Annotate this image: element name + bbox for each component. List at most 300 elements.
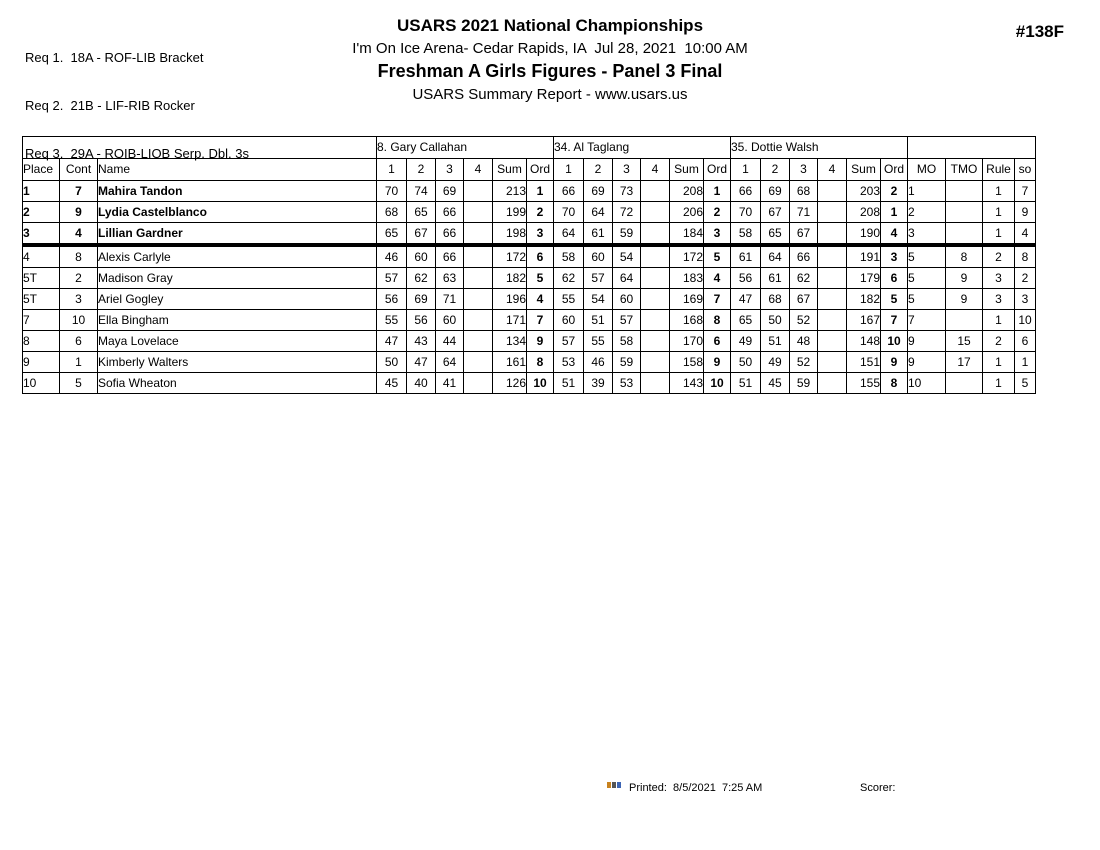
judge1-figure1-score-cell: 50 (377, 352, 407, 373)
judge3-figure3-score-cell: 52 (790, 310, 818, 331)
judge1-figure2-score-cell: 40 (407, 373, 436, 394)
judge2-figure1-score-cell: 57 (554, 331, 584, 352)
col-header-judge3-1: 1 (731, 159, 761, 181)
judge2-figure2-score-cell: 69 (584, 181, 613, 202)
judge2-figure3-score-cell: 57 (613, 310, 641, 331)
judge2-figure2-score-cell: 55 (584, 331, 613, 352)
judge2-figure1-score-cell: 60 (554, 310, 584, 331)
judge1-ordinal-cell: 4 (527, 289, 554, 310)
judge2-figure1-score-cell: 51 (554, 373, 584, 394)
championship-title: USARS 2021 National Championships (396, 16, 704, 35)
skating-order-cell: 8 (1015, 245, 1036, 268)
judge3-figure1-score-cell: 70 (731, 202, 761, 223)
requirement-line-3: Req 3. 29A - ROIB-LIOB Serp. Dbl. 3s (25, 146, 249, 161)
judge1-figure1-score-cell: 45 (377, 373, 407, 394)
rule-cell: 1 (983, 310, 1015, 331)
judge2-figure4-score-cell (641, 268, 670, 289)
skating-order-cell: 9 (1015, 202, 1036, 223)
judge3-ordinal-cell: 6 (881, 268, 908, 289)
judge2-figure2-score-cell: 39 (584, 373, 613, 394)
judge3-figure1-score-cell: 47 (731, 289, 761, 310)
col-header-judge2-1: 1 (554, 159, 584, 181)
judge1-ordinal-cell: 10 (527, 373, 554, 394)
judge2-figure1-score-cell: 58 (554, 245, 584, 268)
contestant-number-cell: 8 (60, 245, 98, 268)
contestant-number-cell: 7 (60, 181, 98, 202)
rule-cell: 1 (983, 352, 1015, 373)
judge3-figure3-score-cell: 48 (790, 331, 818, 352)
col-header-judge1-1: 1 (377, 159, 407, 181)
skating-order-cell: 6 (1015, 331, 1036, 352)
total-majority-ordinal-cell (946, 310, 983, 331)
rule-cell: 1 (983, 181, 1015, 202)
judge2-ordinal-cell: 8 (704, 310, 731, 331)
judge1-ordinal-cell: 2 (527, 202, 554, 223)
judge2-sum-cell: 158 (670, 352, 704, 373)
judge1-figure3-score-cell: 71 (436, 289, 464, 310)
skater-name-cell: Mahira Tandon (98, 181, 377, 202)
title-block (0, 16, 1100, 103)
judge1-sum-cell: 182 (493, 268, 527, 289)
results-table (22, 136, 1036, 394)
judge2-ordinal-cell: 3 (704, 223, 731, 246)
judge2-figure3-score-cell: 54 (613, 245, 641, 268)
judge2-figure4-score-cell (641, 289, 670, 310)
col-header-tmo: TMO (946, 159, 983, 181)
judge1-figure2-score-cell: 65 (407, 202, 436, 223)
total-majority-ordinal-cell (946, 181, 983, 202)
table-row (23, 245, 1036, 268)
judge2-figure1-score-cell: 53 (554, 352, 584, 373)
col-header-judge2-2: 2 (584, 159, 613, 181)
contestant-number-cell: 1 (60, 352, 98, 373)
judge2-sum-cell: 168 (670, 310, 704, 331)
judge2-figure4-score-cell (641, 202, 670, 223)
judge3-sum-cell: 203 (847, 181, 881, 202)
judge1-sum-cell: 213 (493, 181, 527, 202)
judge3-figure1-score-cell: 65 (731, 310, 761, 331)
judge1-figure1-score-cell: 47 (377, 331, 407, 352)
judge2-figure1-score-cell: 70 (554, 202, 584, 223)
col-header-rule: Rule (983, 159, 1015, 181)
judge3-sum-cell: 167 (847, 310, 881, 331)
judge2-figure3-score-cell: 59 (613, 223, 641, 246)
judge1-figure4-score-cell (464, 373, 493, 394)
judge2-figure3-score-cell: 59 (613, 352, 641, 373)
judge1-figure4-score-cell (464, 223, 493, 246)
judge3-figure3-score-cell: 71 (790, 202, 818, 223)
judge1-figure3-score-cell: 64 (436, 352, 464, 373)
col-header-judge1-ord: Ord (527, 159, 554, 181)
judge1-figure1-score-cell: 70 (377, 181, 407, 202)
judge3-sum-cell: 151 (847, 352, 881, 373)
judge3-figure3-score-cell: 59 (790, 373, 818, 394)
judge1-figure2-score-cell: 74 (407, 181, 436, 202)
judge2-ordinal-cell: 4 (704, 268, 731, 289)
table-row (23, 331, 1036, 352)
judge3-figure4-score-cell (818, 268, 847, 289)
judge1-figure3-score-cell: 66 (436, 245, 464, 268)
skater-name-cell: Madison Gray (98, 268, 377, 289)
table-row (23, 202, 1036, 223)
col-header-judge2-3: 3 (613, 159, 641, 181)
judge1-sum-cell: 198 (493, 223, 527, 246)
col-header-judge3-4: 4 (818, 159, 847, 181)
col-header-judge2-ord: Ord (704, 159, 731, 181)
judge1-figure1-score-cell: 65 (377, 223, 407, 246)
judge3-figure2-score-cell: 64 (761, 245, 790, 268)
skating-order-cell: 5 (1015, 373, 1036, 394)
judge2-ordinal-cell: 10 (704, 373, 731, 394)
majority-ordinal-cell: 9 (908, 352, 946, 373)
col-header-judge3-ord: Ord (881, 159, 908, 181)
judge1-sum-cell: 199 (493, 202, 527, 223)
skating-order-cell: 7 (1015, 181, 1036, 202)
judge1-figure3-score-cell: 66 (436, 202, 464, 223)
majority-ordinal-cell: 10 (908, 373, 946, 394)
judge3-figure4-score-cell (818, 202, 847, 223)
majority-ordinal-cell: 2 (908, 202, 946, 223)
judge2-figure3-score-cell: 73 (613, 181, 641, 202)
judge2-ordinal-cell: 2 (704, 202, 731, 223)
judge2-ordinal-cell: 9 (704, 352, 731, 373)
judge1-sum-cell: 126 (493, 373, 527, 394)
col-header-judge1-sum: Sum (493, 159, 527, 181)
skating-order-cell: 3 (1015, 289, 1036, 310)
judge3-figure4-score-cell (818, 245, 847, 268)
judge1-ordinal-cell: 5 (527, 268, 554, 289)
col-header-judge3-2: 2 (761, 159, 790, 181)
judge1-figure4-score-cell (464, 352, 493, 373)
table-row (23, 373, 1036, 394)
judge2-sum-cell: 184 (670, 223, 704, 246)
judge3-ordinal-cell: 10 (881, 331, 908, 352)
contestant-number-cell: 3 (60, 289, 98, 310)
place-cell: 8 (23, 331, 60, 352)
judge2-figure3-score-cell: 64 (613, 268, 641, 289)
judge1-figure3-score-cell: 63 (436, 268, 464, 289)
judge3-sum-cell: 190 (847, 223, 881, 246)
skating-order-cell: 10 (1015, 310, 1036, 331)
judge3-sum-cell: 191 (847, 245, 881, 268)
total-majority-ordinal-cell: 17 (946, 352, 983, 373)
judge3-ordinal-cell: 7 (881, 310, 908, 331)
judge2-figure1-score-cell: 64 (554, 223, 584, 246)
judge1-figure1-score-cell: 46 (377, 245, 407, 268)
judge2-figure4-score-cell (641, 245, 670, 268)
judge1-figure2-score-cell: 56 (407, 310, 436, 331)
judge-name-header-3: 35. Dottie Walsh (731, 137, 908, 159)
contestant-number-cell: 4 (60, 223, 98, 246)
judge1-figure3-score-cell: 66 (436, 223, 464, 246)
rule-cell: 2 (983, 331, 1015, 352)
total-majority-ordinal-cell (946, 223, 983, 246)
document-number: #138F (1015, 22, 1064, 41)
judge3-figure2-score-cell: 67 (761, 202, 790, 223)
col-header-mo: MO (908, 159, 946, 181)
judge3-sum-cell: 182 (847, 289, 881, 310)
place-cell: 10 (23, 373, 60, 394)
judge1-figure2-score-cell: 62 (407, 268, 436, 289)
judge2-figure1-score-cell: 66 (554, 181, 584, 202)
judge2-figure2-score-cell: 64 (584, 202, 613, 223)
judge1-sum-cell: 171 (493, 310, 527, 331)
place-cell: 4 (23, 245, 60, 268)
table-row (23, 181, 1036, 202)
judge2-figure3-score-cell: 53 (613, 373, 641, 394)
judge3-figure1-score-cell: 49 (731, 331, 761, 352)
judge1-figure1-score-cell: 57 (377, 268, 407, 289)
judge2-sum-cell: 170 (670, 331, 704, 352)
place-cell: 5T (23, 289, 60, 310)
contestant-number-cell: 9 (60, 202, 98, 223)
judge2-sum-cell: 169 (670, 289, 704, 310)
total-majority-ordinal-cell (946, 373, 983, 394)
judge2-sum-cell: 206 (670, 202, 704, 223)
table-row (23, 223, 1036, 246)
judge1-ordinal-cell: 1 (527, 181, 554, 202)
total-majority-ordinal-cell: 8 (946, 245, 983, 268)
judge2-figure4-score-cell (641, 310, 670, 331)
judge1-sum-cell: 196 (493, 289, 527, 310)
judge1-figure2-score-cell: 43 (407, 331, 436, 352)
judge3-figure2-score-cell: 49 (761, 352, 790, 373)
judge2-ordinal-cell: 5 (704, 245, 731, 268)
place-cell: 9 (23, 352, 60, 373)
total-majority-ordinal-cell: 9 (946, 289, 983, 310)
total-majority-ordinal-cell: 9 (946, 268, 983, 289)
judge2-figure4-score-cell (641, 373, 670, 394)
judge1-figure3-score-cell: 69 (436, 181, 464, 202)
printed-timestamp: Printed: 8/5/2021 7:25 AM (629, 782, 763, 794)
results-tbody (23, 181, 1036, 394)
judge3-figure4-score-cell (818, 181, 847, 202)
judge3-figure2-score-cell: 51 (761, 331, 790, 352)
judge3-figure4-score-cell (818, 373, 847, 394)
table-row (23, 268, 1036, 289)
judge1-ordinal-cell: 6 (527, 245, 554, 268)
skater-name-cell: Lydia Castelblanco (98, 202, 377, 223)
judge1-figure4-score-cell (464, 245, 493, 268)
judge2-figure3-score-cell: 60 (613, 289, 641, 310)
judge1-figure2-score-cell: 47 (407, 352, 436, 373)
majority-ordinal-cell: 5 (908, 289, 946, 310)
judge2-figure4-score-cell (641, 223, 670, 246)
skating-order-cell: 4 (1015, 223, 1036, 246)
judge3-sum-cell: 155 (847, 373, 881, 394)
rule-cell: 1 (983, 202, 1015, 223)
majority-ordinal-cell: 9 (908, 331, 946, 352)
judge3-figure3-score-cell: 62 (790, 268, 818, 289)
judge3-figure4-score-cell (818, 223, 847, 246)
judge3-figure1-score-cell: 61 (731, 245, 761, 268)
judge3-figure2-score-cell: 50 (761, 310, 790, 331)
judge1-sum-cell: 172 (493, 245, 527, 268)
skater-name-cell: Lillian Gardner (98, 223, 377, 246)
place-cell: 1 (23, 181, 60, 202)
col-header-judge1-3: 3 (436, 159, 464, 181)
judge1-figure4-score-cell (464, 289, 493, 310)
judge3-figure1-score-cell: 51 (731, 373, 761, 394)
report-type-line: USARS Summary Report - www.usars.us (412, 86, 688, 103)
total-majority-ordinal-cell: 15 (946, 331, 983, 352)
judge1-figure1-score-cell: 68 (377, 202, 407, 223)
judge1-ordinal-cell: 3 (527, 223, 554, 246)
skater-name-cell: Maya Lovelace (98, 331, 377, 352)
judge3-figure4-score-cell (818, 289, 847, 310)
majority-ordinal-cell: 5 (908, 268, 946, 289)
majority-ordinal-cell: 5 (908, 245, 946, 268)
rule-cell: 3 (983, 289, 1015, 310)
judge1-figure1-score-cell: 56 (377, 289, 407, 310)
judge2-sum-cell: 208 (670, 181, 704, 202)
judge1-ordinal-cell: 9 (527, 331, 554, 352)
table-row (23, 352, 1036, 373)
judge3-ordinal-cell: 5 (881, 289, 908, 310)
judge2-figure2-score-cell: 60 (584, 245, 613, 268)
judge1-ordinal-cell: 7 (527, 310, 554, 331)
col-header-judge3-sum: Sum (847, 159, 881, 181)
judge3-ordinal-cell: 4 (881, 223, 908, 246)
judge3-figure2-score-cell: 65 (761, 223, 790, 246)
judge2-sum-cell: 172 (670, 245, 704, 268)
judge-name-header-1: 8. Gary Callahan (377, 137, 554, 159)
judge2-figure3-score-cell: 58 (613, 331, 641, 352)
total-majority-ordinal-cell (946, 202, 983, 223)
contestant-number-cell: 2 (60, 268, 98, 289)
judge1-figure3-score-cell: 60 (436, 310, 464, 331)
table-row (23, 310, 1036, 331)
judge1-figure4-score-cell (464, 268, 493, 289)
rule-cell: 3 (983, 268, 1015, 289)
print-mark-segment (612, 782, 616, 788)
col-header-judge1-2: 2 (407, 159, 436, 181)
column-header-row (23, 159, 1036, 181)
judge-row-left-spacer (23, 137, 377, 159)
judge3-ordinal-cell: 2 (881, 181, 908, 202)
judge3-figure4-score-cell (818, 331, 847, 352)
judge2-figure4-score-cell (641, 181, 670, 202)
judge1-sum-cell: 134 (493, 331, 527, 352)
judge1-sum-cell: 161 (493, 352, 527, 373)
scorer-label: Scorer: (860, 782, 896, 794)
judge3-figure2-score-cell: 69 (761, 181, 790, 202)
judge3-figure3-score-cell: 52 (790, 352, 818, 373)
judge3-figure2-score-cell: 45 (761, 373, 790, 394)
judge2-ordinal-cell: 7 (704, 289, 731, 310)
judge-row-right-spacer (908, 137, 1036, 159)
judge2-figure2-score-cell: 61 (584, 223, 613, 246)
requirement-line-2: Req 2. 21B - LIF-RIB Rocker (25, 98, 195, 113)
print-mark-icon (607, 782, 623, 788)
judge3-figure2-score-cell: 68 (761, 289, 790, 310)
table-row (23, 289, 1036, 310)
judge2-figure2-score-cell: 46 (584, 352, 613, 373)
col-header-judge2-sum: Sum (670, 159, 704, 181)
col-header-judge3-3: 3 (790, 159, 818, 181)
judge3-figure1-score-cell: 50 (731, 352, 761, 373)
judge1-figure3-score-cell: 41 (436, 373, 464, 394)
place-cell: 7 (23, 310, 60, 331)
judge3-figure4-score-cell (818, 352, 847, 373)
judge2-figure1-score-cell: 62 (554, 268, 584, 289)
judge2-sum-cell: 143 (670, 373, 704, 394)
skater-name-cell: Ariel Gogley (98, 289, 377, 310)
event-title: Freshman A Girls Figures - Panel 3 Final (377, 61, 723, 81)
judge2-figure3-score-cell: 72 (613, 202, 641, 223)
judge3-sum-cell: 179 (847, 268, 881, 289)
col-header-so: so (1015, 159, 1036, 181)
col-header-judge1-4: 4 (464, 159, 493, 181)
judge2-sum-cell: 183 (670, 268, 704, 289)
judge2-figure1-score-cell: 55 (554, 289, 584, 310)
contestant-number-cell: 6 (60, 331, 98, 352)
judge3-sum-cell: 148 (847, 331, 881, 352)
judge2-ordinal-cell: 6 (704, 331, 731, 352)
judge3-ordinal-cell: 9 (881, 352, 908, 373)
skater-name-cell: Ella Bingham (98, 310, 377, 331)
print-mark-segment (607, 782, 611, 788)
judge1-figure4-score-cell (464, 331, 493, 352)
judge-header-row (23, 137, 1036, 159)
results-thead (23, 137, 1036, 181)
judge3-figure1-score-cell: 58 (731, 223, 761, 246)
place-cell: 3 (23, 223, 60, 246)
print-mark-segment (617, 782, 621, 788)
judge3-figure3-score-cell: 67 (790, 223, 818, 246)
majority-ordinal-cell: 1 (908, 181, 946, 202)
skater-name-cell: Kimberly Walters (98, 352, 377, 373)
skating-order-cell: 2 (1015, 268, 1036, 289)
judge2-figure2-score-cell: 51 (584, 310, 613, 331)
rule-cell: 2 (983, 245, 1015, 268)
requirement-line-1: Req 1. 18A - ROF-LIB Bracket (25, 50, 204, 65)
judge1-figure4-score-cell (464, 181, 493, 202)
col-header-place: Place (23, 159, 60, 181)
judge3-ordinal-cell: 1 (881, 202, 908, 223)
judge1-figure2-score-cell: 67 (407, 223, 436, 246)
skater-name-cell: Sofia Wheaton (98, 373, 377, 394)
skater-name-cell: Alexis Carlyle (98, 245, 377, 268)
judge1-ordinal-cell: 8 (527, 352, 554, 373)
judge2-figure2-score-cell: 54 (584, 289, 613, 310)
majority-ordinal-cell: 3 (908, 223, 946, 246)
place-cell: 2 (23, 202, 60, 223)
judge2-figure4-score-cell (641, 331, 670, 352)
judge1-figure3-score-cell: 44 (436, 331, 464, 352)
judge3-ordinal-cell: 8 (881, 373, 908, 394)
skating-order-cell: 1 (1015, 352, 1036, 373)
judge3-ordinal-cell: 3 (881, 245, 908, 268)
judge1-figure2-score-cell: 69 (407, 289, 436, 310)
judge1-figure4-score-cell (464, 202, 493, 223)
contestant-number-cell: 10 (60, 310, 98, 331)
judge2-ordinal-cell: 1 (704, 181, 731, 202)
judge2-figure4-score-cell (641, 352, 670, 373)
rule-cell: 1 (983, 373, 1015, 394)
judge1-figure2-score-cell: 60 (407, 245, 436, 268)
judge3-figure4-score-cell (818, 310, 847, 331)
judge3-figure2-score-cell: 61 (761, 268, 790, 289)
judge1-figure1-score-cell: 55 (377, 310, 407, 331)
judge1-figure4-score-cell (464, 310, 493, 331)
judge3-figure1-score-cell: 56 (731, 268, 761, 289)
place-cell: 5T (23, 268, 60, 289)
judge3-sum-cell: 208 (847, 202, 881, 223)
venue-date-line: I'm On Ice Arena- Cedar Rapids, IA Jul 28, 2021 10:00 AM (352, 40, 748, 57)
contestant-number-cell: 5 (60, 373, 98, 394)
col-header-judge2-4: 4 (641, 159, 670, 181)
